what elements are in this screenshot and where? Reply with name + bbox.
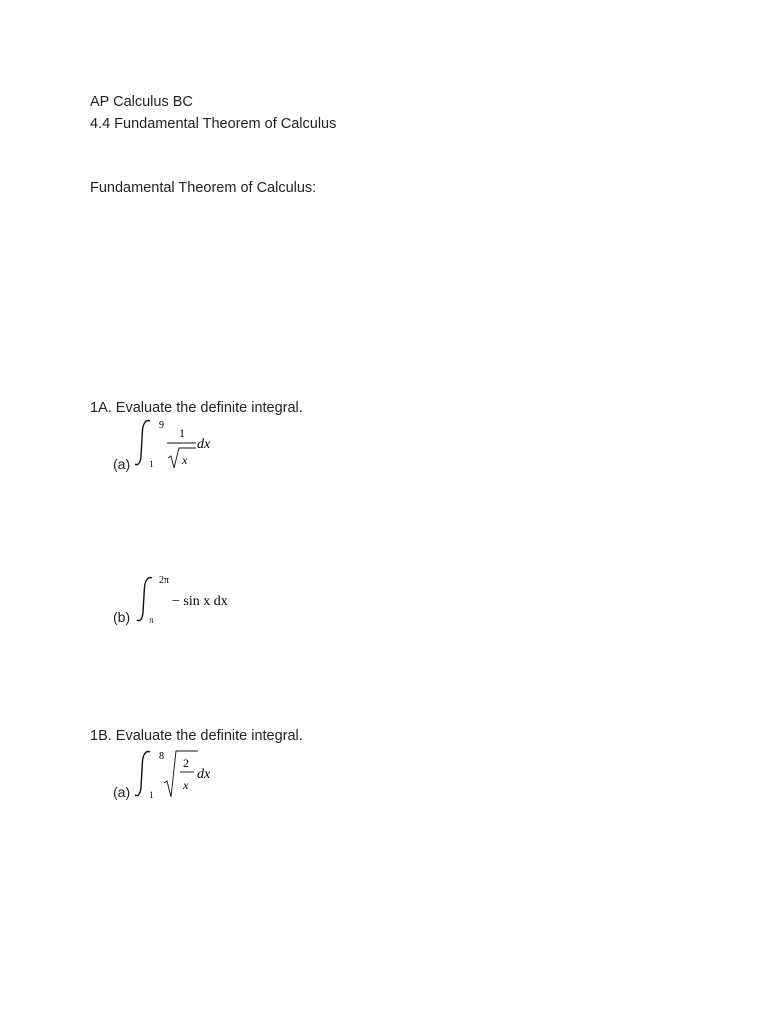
lesson-title: 4.4 Fundamental Theorem of Calculus — [90, 116, 337, 132]
fraction-numerator: 1 — [179, 426, 185, 440]
integrand: − sin x dx — [172, 594, 228, 609]
lower-limit: π — [149, 615, 154, 625]
part-label: (a) — [113, 456, 131, 472]
lower-limit: 1 — [149, 459, 154, 469]
differential: dx — [197, 437, 211, 452]
fraction-numerator: 2 — [183, 756, 189, 770]
problem-1a-heading: 1A. Evaluate the definite integral. — [90, 400, 303, 416]
upper-limit: 9 — [159, 420, 164, 431]
part-label: (a) — [113, 784, 131, 800]
part-label: (b) — [113, 609, 131, 625]
integral-1b-a — [130, 745, 240, 805]
course-title: AP Calculus BC — [90, 94, 193, 110]
problem-1b-heading: 1B. Evaluate the definite integral. — [90, 728, 303, 744]
fraction-denominator: x — [183, 778, 189, 792]
ftc-heading: Fundamental Theorem of Calculus: — [90, 180, 317, 196]
integral-1a-b — [130, 570, 270, 630]
radicand: x — [182, 453, 188, 467]
integral-1a-a — [130, 416, 240, 476]
differential: dx — [197, 767, 211, 782]
upper-limit: 2π — [159, 575, 170, 586]
upper-limit: 8 — [159, 751, 164, 762]
lower-limit: 1 — [149, 790, 154, 800]
radical-sign — [164, 751, 198, 797]
